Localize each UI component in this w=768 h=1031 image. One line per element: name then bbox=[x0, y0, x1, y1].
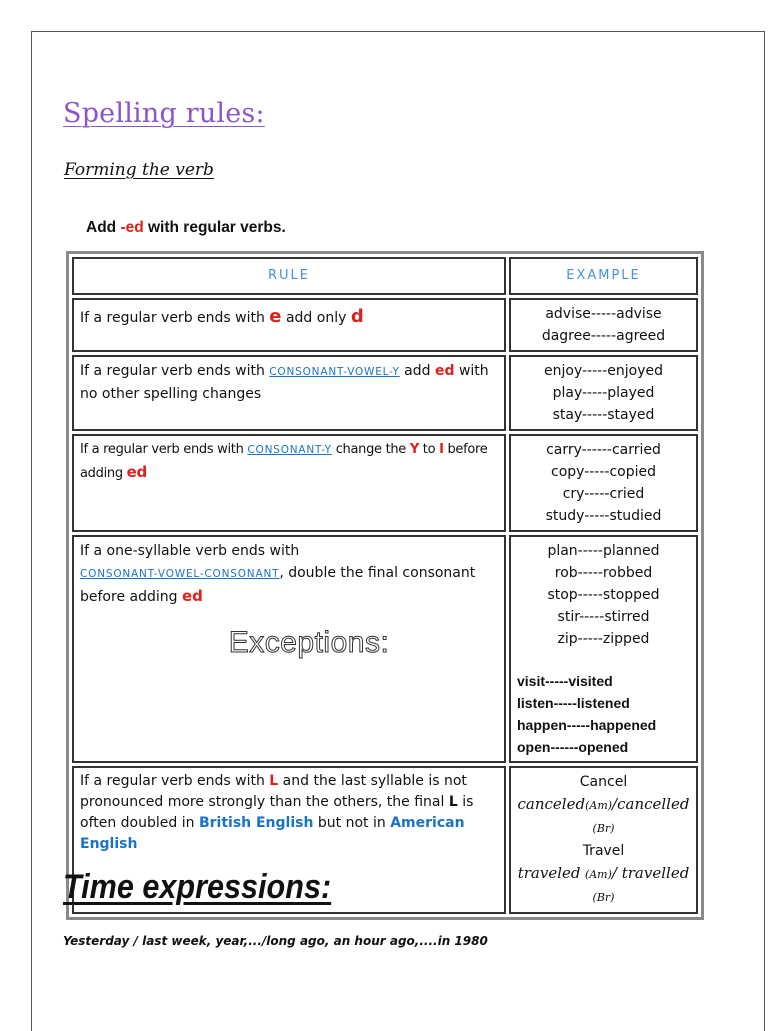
rule-y: Y bbox=[409, 442, 419, 457]
british-english: British English bbox=[198, 815, 314, 831]
exception-item: listen-----listened bbox=[517, 695, 630, 711]
intro-pre: Add bbox=[86, 219, 121, 236]
variant-br: / travelled bbox=[611, 864, 690, 882]
exception-item: happen-----happened bbox=[517, 717, 657, 733]
rule-ed: ed bbox=[181, 587, 203, 605]
variant-am: canceled bbox=[517, 795, 586, 813]
example-item: copy-----copied bbox=[551, 464, 656, 480]
rule-text: If a regular verb ends with bbox=[80, 310, 270, 326]
variant-am: traveled bbox=[517, 864, 581, 882]
header-rule: RULE bbox=[72, 257, 506, 295]
rule-cell bbox=[72, 535, 506, 763]
tag-am: (Am) bbox=[584, 868, 612, 881]
page-title: Spelling rules: bbox=[63, 98, 265, 129]
rule-l: L bbox=[448, 794, 458, 810]
intro-ed: -ed bbox=[120, 219, 144, 236]
table-row bbox=[72, 434, 698, 532]
table-row bbox=[72, 298, 698, 352]
rule-text: but not in bbox=[313, 815, 391, 831]
example-item: rob-----robbed bbox=[554, 565, 653, 581]
tag-am: (Am) bbox=[585, 799, 613, 812]
rule-text: to bbox=[418, 442, 440, 457]
rule-i: I bbox=[439, 442, 444, 457]
example-cell bbox=[509, 434, 698, 532]
rule-text: and the last syllable is not pronounced more strongly than the others, the final bbox=[80, 773, 467, 810]
tag-br: (Br) bbox=[592, 891, 615, 904]
spelling-rules-table bbox=[66, 251, 704, 920]
time-expressions-heading: Time expressions: bbox=[63, 868, 332, 906]
example-cell bbox=[509, 535, 698, 763]
example-item: stay-----stayed bbox=[552, 407, 655, 423]
rule-text: add bbox=[399, 363, 435, 379]
rule-text: is often doubled in bbox=[80, 794, 474, 831]
rule-text: , double the final consonant before adding bbox=[80, 565, 476, 605]
rule-text: add only bbox=[281, 310, 351, 326]
rule-cell bbox=[72, 434, 506, 532]
example-word: Travel bbox=[582, 843, 625, 859]
example-cell bbox=[509, 766, 698, 914]
example-item: stop-----stopped bbox=[547, 587, 660, 603]
example-item: advise-----advise bbox=[545, 306, 662, 322]
rule-cell bbox=[72, 298, 506, 352]
example-cell bbox=[509, 355, 698, 431]
time-expressions-text: Yesterday / last week, year,.../long ago, an hour ago,....in 1980 bbox=[63, 934, 488, 948]
table-row bbox=[72, 355, 698, 431]
example-item: carry------carried bbox=[546, 442, 661, 458]
intro-line bbox=[86, 219, 286, 237]
exception-item: visit-----visited bbox=[517, 673, 613, 689]
consonant-vowel-consonant-link[interactable]: CONSONANT-VOWEL-CONSONANT bbox=[80, 568, 280, 580]
table-row bbox=[72, 535, 698, 763]
rule-text: If a regular verb ends with bbox=[80, 773, 270, 789]
rule-text: with no other spelling changes bbox=[80, 363, 489, 402]
example-word: Cancel bbox=[579, 774, 628, 790]
example-item: cry-----cried bbox=[562, 486, 645, 502]
variant-br: /cancelled bbox=[612, 795, 690, 813]
american-english: American English bbox=[80, 815, 465, 852]
rule-cell bbox=[72, 355, 506, 431]
rule-ed: ed bbox=[434, 363, 455, 379]
table-header-row bbox=[72, 257, 698, 295]
exceptions-heading: Exceptions: bbox=[228, 626, 390, 659]
rule-text: change the bbox=[331, 442, 410, 457]
example-item: plan-----planned bbox=[547, 543, 660, 559]
rule-text: If a regular verb ends with bbox=[80, 442, 248, 457]
example-item: stir-----stirred bbox=[557, 609, 650, 625]
header-example: EXAMPLE bbox=[509, 257, 698, 295]
example-variants bbox=[517, 862, 690, 909]
intro-post: with regular verbs. bbox=[143, 219, 286, 236]
rule-text: before adding bbox=[80, 442, 488, 481]
rule-text: If a regular verb ends with bbox=[80, 363, 270, 379]
tag-br: (Br) bbox=[592, 822, 615, 835]
consonant-vowel-y-link[interactable]: CONSONANT-VOWEL-Y bbox=[269, 366, 400, 378]
rule-l: L bbox=[269, 773, 279, 789]
rule-d: d bbox=[350, 306, 364, 327]
rule-text: If a one-syllable verb ends with bbox=[80, 543, 300, 559]
example-item: enjoy-----enjoyed bbox=[544, 363, 663, 379]
consonant-y-link[interactable]: CONSONANT-Y bbox=[247, 444, 332, 456]
rule-e: e bbox=[269, 306, 282, 327]
example-variants bbox=[517, 793, 690, 840]
exceptions-list bbox=[517, 670, 690, 758]
example-item: dagree-----agreed bbox=[541, 328, 666, 344]
example-item: play-----played bbox=[552, 385, 655, 401]
example-cell bbox=[509, 298, 698, 352]
example-item: zip-----zipped bbox=[557, 631, 650, 647]
exception-item: open------opened bbox=[517, 739, 629, 755]
rule-ed: ed bbox=[126, 463, 147, 481]
example-item: study-----studied bbox=[545, 508, 662, 524]
subtitle: Forming the verb bbox=[64, 160, 214, 180]
